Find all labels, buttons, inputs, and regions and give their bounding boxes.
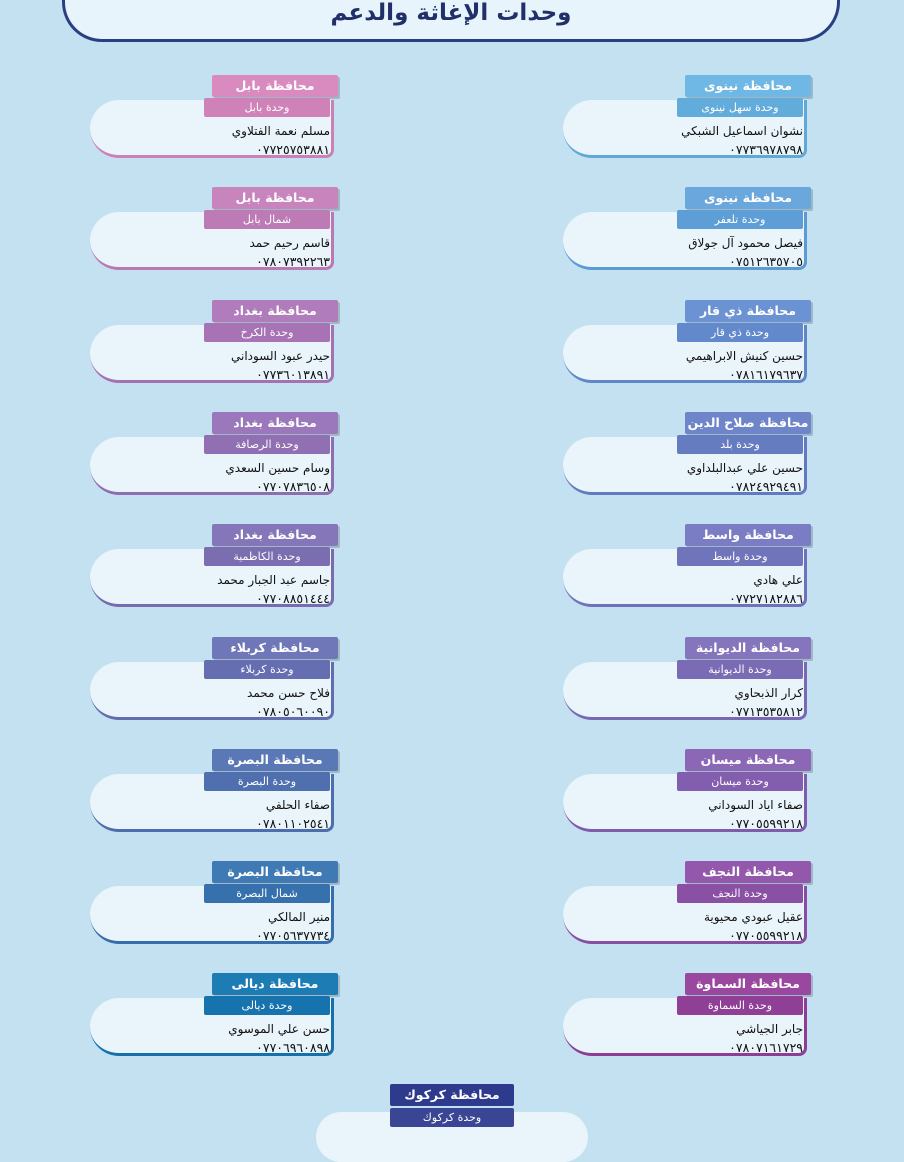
page-title: وحدات الإغاثة والدعم bbox=[330, 0, 572, 26]
contact-name: حسين كنيش الابراهيمي bbox=[685, 348, 803, 363]
phone-number: ٠٧٧٠٥٥٩٩٢١٨ bbox=[729, 815, 803, 831]
contact-card bbox=[563, 973, 813, 1063]
contact-card bbox=[90, 749, 340, 839]
unit-label: وحدة كركوك bbox=[390, 1108, 514, 1127]
phone-number: ٠٧٨٠٥٠٦٠٠٩٠ bbox=[256, 703, 330, 719]
unit-label: شمال البصرة bbox=[204, 884, 330, 903]
phone-number: ٠٧٨١٦١٧٩٦٣٧ bbox=[729, 366, 803, 382]
contact-name: حسن علي الموسوي bbox=[228, 1022, 330, 1037]
unit-label: وحدة تلعفر bbox=[677, 210, 803, 229]
phone-number: ٠٧٨٢٤٩٢٩٤٩١ bbox=[729, 478, 803, 494]
unit-label: وحدة الديوانية bbox=[677, 660, 803, 679]
contact-card bbox=[563, 75, 813, 165]
governorate-label: محافظة بغداد bbox=[212, 524, 338, 546]
contact-card bbox=[563, 187, 813, 277]
unit-label: وحدة ذي قار bbox=[677, 323, 803, 342]
unit-label: وحدة واسط bbox=[677, 547, 803, 566]
contact-name: حيدر عبود السوداني bbox=[231, 348, 330, 363]
unit-label: وحدة ميسان bbox=[677, 772, 803, 791]
governorate-label: محافظة الديوانية bbox=[685, 637, 811, 659]
contact-name: كرار الذبحاوي bbox=[734, 685, 803, 700]
unit-label: وحدة السماوة bbox=[677, 996, 803, 1015]
contact-card bbox=[563, 749, 813, 839]
unit-label: وحدة الكرخ bbox=[204, 323, 330, 342]
contact-card bbox=[90, 412, 340, 502]
phone-number: ٠٧٨٠٧٣٩٢٢٦٣ bbox=[256, 254, 330, 270]
contact-name: جاسم عبد الجبار محمد bbox=[217, 573, 330, 588]
contact-card bbox=[90, 861, 340, 951]
unit-label: وحدة الكاظمية bbox=[204, 547, 330, 566]
contact-card bbox=[563, 861, 813, 951]
contact-card bbox=[90, 637, 340, 727]
phone-number: ٠٧٧٣٦٩٧٨٧٩٨ bbox=[729, 142, 803, 157]
contact-card bbox=[563, 412, 813, 502]
governorate-label: محافظة النجف bbox=[685, 861, 811, 883]
contact-name: جابر الجياشي bbox=[736, 1022, 803, 1037]
phone-number: ٠٧٧٢٧١٨٢٨٨٦ bbox=[729, 591, 803, 607]
governorate-label: محافظة واسط bbox=[685, 524, 811, 546]
contact-name: قاسم رحيم حمد bbox=[249, 236, 330, 251]
contact-name: مسلم نعمة الفتلاوي bbox=[231, 124, 330, 138]
unit-label: وحدة بلد bbox=[677, 435, 803, 454]
governorate-label: محافظة البصرة bbox=[212, 749, 338, 771]
governorate-label: محافظة صلاح الدين bbox=[685, 412, 811, 434]
governorate-label: محافظة بابل bbox=[212, 75, 338, 97]
unit-label: وحدة الرصافة bbox=[204, 435, 330, 454]
phone-number: ٠٧٧٠٥٥٩٩٢١٨ bbox=[729, 928, 803, 944]
phone-number: ٠٧٧١٣٥٣٥٨١٢ bbox=[729, 703, 803, 719]
contact-card bbox=[563, 637, 813, 727]
governorate-label: محافظة بابل bbox=[212, 187, 338, 209]
governorate-label: محافظة ديالى bbox=[212, 973, 338, 995]
contact-name: حسين علي عبدالبلداوي bbox=[686, 460, 803, 475]
governorate-label: محافظة بغداد bbox=[212, 412, 338, 434]
phone-number: ٠٧٨٠٧١٦١٧٢٩ bbox=[729, 1040, 803, 1056]
contact-name: نشوان اسماعيل الشبكي bbox=[681, 124, 803, 138]
unit-label: وحدة النجف bbox=[677, 884, 803, 903]
unit-label: وحدة سهل نينوى bbox=[677, 98, 803, 117]
phone-number: ٠٧٧٠٥٦٣٧٧٣٤ bbox=[256, 928, 330, 944]
header-banner bbox=[62, 0, 840, 42]
contact-name: وسام حسين السعدي bbox=[225, 460, 330, 475]
contact-name: صفاء اياد السوداني bbox=[708, 797, 803, 812]
unit-label: وحدة بابل bbox=[204, 98, 330, 117]
contact-name: علي هادي bbox=[753, 573, 803, 588]
governorate-label: محافظة البصرة bbox=[212, 861, 338, 883]
card-kirkuk bbox=[316, 1084, 588, 1144]
unit-label: وحدة البصرة bbox=[204, 772, 330, 791]
governorate-label: محافظة نينوى bbox=[685, 75, 811, 97]
phone-number: ٠٧٧٠٨٨٥١٤٤٤ bbox=[256, 591, 330, 607]
contact-name: منير المالكي bbox=[268, 910, 330, 925]
unit-label: وحدة كربلاء bbox=[204, 660, 330, 679]
unit-label: شمال بابل bbox=[204, 210, 330, 229]
phone-number: ٠٧٧٠٧٨٣٦٥٠٨ bbox=[256, 478, 330, 494]
contact-name: عقيل عبودي محيوية bbox=[703, 910, 803, 925]
contact-card bbox=[563, 524, 813, 614]
phone-number: ٠٧٥١٢٦٣٥٧٠٥ bbox=[729, 254, 803, 270]
governorate-label: محافظة ميسان bbox=[685, 749, 811, 771]
governorate-label: محافظة نينوى bbox=[685, 187, 811, 209]
governorate-label: محافظة كركوك bbox=[390, 1084, 514, 1106]
contact-card bbox=[90, 973, 340, 1063]
contact-card bbox=[90, 187, 340, 277]
unit-label: وحدة ديالى bbox=[204, 996, 330, 1015]
governorate-label: محافظة بغداد bbox=[212, 300, 338, 322]
contact-name: فيصل محمود آل جولاق bbox=[688, 236, 803, 251]
contact-card bbox=[90, 524, 340, 614]
contact-card bbox=[90, 75, 340, 165]
phone-number: ٠٧٧٣٦٠١٣٨٩١ bbox=[256, 366, 330, 382]
contact-name: فلاح حسن محمد bbox=[247, 685, 330, 700]
phone-number: ٠٧٧٢٥٧٥٣٨٨١ bbox=[256, 142, 330, 157]
phone-number: ٠٧٨٠١١٠٢٥٤١ bbox=[256, 815, 330, 831]
governorate-label: محافظة كربلاء bbox=[212, 637, 338, 659]
contact-name: صفاء الحلفي bbox=[265, 797, 330, 812]
contact-card bbox=[90, 300, 340, 390]
phone-number: ٠٧٧٠٦٩٦٠٨٩٨ bbox=[256, 1040, 330, 1056]
governorate-label: محافظة ذي قار bbox=[685, 300, 811, 322]
governorate-label: محافظة السماوة bbox=[685, 973, 811, 995]
contact-card bbox=[563, 300, 813, 390]
